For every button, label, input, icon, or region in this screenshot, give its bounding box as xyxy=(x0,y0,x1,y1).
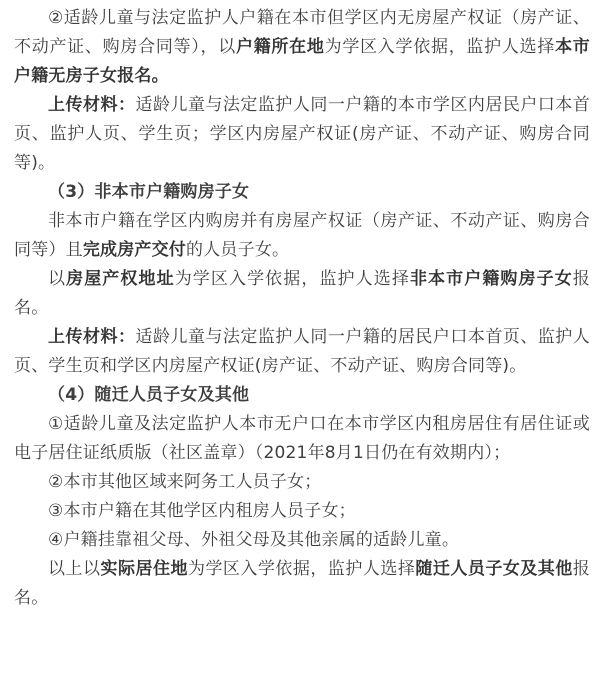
list-item-4: ④户籍挂靠祖父母、外祖父母及其他亲属的适龄儿童。 xyxy=(48,530,460,550)
list-item-2: ②本市其他区域来阿务工人员子女； xyxy=(48,472,322,492)
paragraph-upload-materials-1 xyxy=(14,91,590,178)
emphasis-text: 实际居住地 xyxy=(100,559,188,579)
text-segment: 报名。 xyxy=(14,269,590,318)
text-segment: 适龄儿童与法定监护人同一户籍的居民户口本首页、监护人页、学生页和学区内房屋产权证(房产证、不动产证、购房合同等)。 xyxy=(14,327,590,376)
upload-label: 上传材料： xyxy=(48,95,136,115)
section-heading-4: （4）随迁人员子女及其他 xyxy=(48,385,250,405)
text-segment: 为学区入学依据，监护人选择 xyxy=(324,37,556,57)
text-segment: 为学区入学依据，监护人选择 xyxy=(187,559,416,579)
emphasis-text: 非本市户籍购房子女 xyxy=(409,269,573,289)
text-segment: 适龄儿童与法定监护人同一户籍的本市学区内居民户口本首页、监护人页、学生页；学区内房屋产权证(房产证、不动产证、购房合同等)。 xyxy=(14,95,590,173)
list-item-3: ③本市户籍在其他学区内租房人员子女； xyxy=(48,501,356,521)
paragraph-nonlocal-house-buyers xyxy=(14,207,590,265)
emphasis-text: 户籍所在地 xyxy=(235,37,325,57)
text-segment: 为学区入学依据，监护人选择 xyxy=(174,269,410,289)
text-segment: 非本市户籍在学区内购房并有房屋产权证（房产证、不动产证、购房合同等）且 xyxy=(14,211,590,260)
text-segment: 以 xyxy=(48,269,67,289)
section-heading-3: （3）非本市户籍购房子女 xyxy=(48,182,250,202)
text-segment: 的人员子女。 xyxy=(186,240,290,260)
emphasis-text: 本市户籍无房子女报名。 xyxy=(14,37,591,86)
emphasis-text: 房屋产权地址 xyxy=(66,269,175,289)
text-segment: 以上以 xyxy=(48,559,101,579)
text-segment: ②适龄儿童与法定监护人户籍在本市但学区内无房屋产权证（房产证、不动产证、购房合同等），以 xyxy=(14,8,590,57)
paragraph-actual-residence-basis xyxy=(14,555,590,613)
upload-label: 上传材料： xyxy=(48,327,136,347)
emphasis-text: 完成房产交付 xyxy=(82,240,187,260)
list-item-1: ①适龄儿童及法定监护人本市无户口在本市学区内租房居住有居住证或电子居住证纸质版（社区盖章）（2021年8月1日仍在有效期内）； xyxy=(14,414,590,463)
paragraph-property-address-basis xyxy=(14,265,590,323)
paragraph-registered-no-house xyxy=(14,4,590,91)
paragraph-upload-materials-2 xyxy=(14,323,590,381)
emphasis-text: 随迁人员子女及其他 xyxy=(415,559,573,579)
text-segment: 报名。 xyxy=(14,559,590,608)
